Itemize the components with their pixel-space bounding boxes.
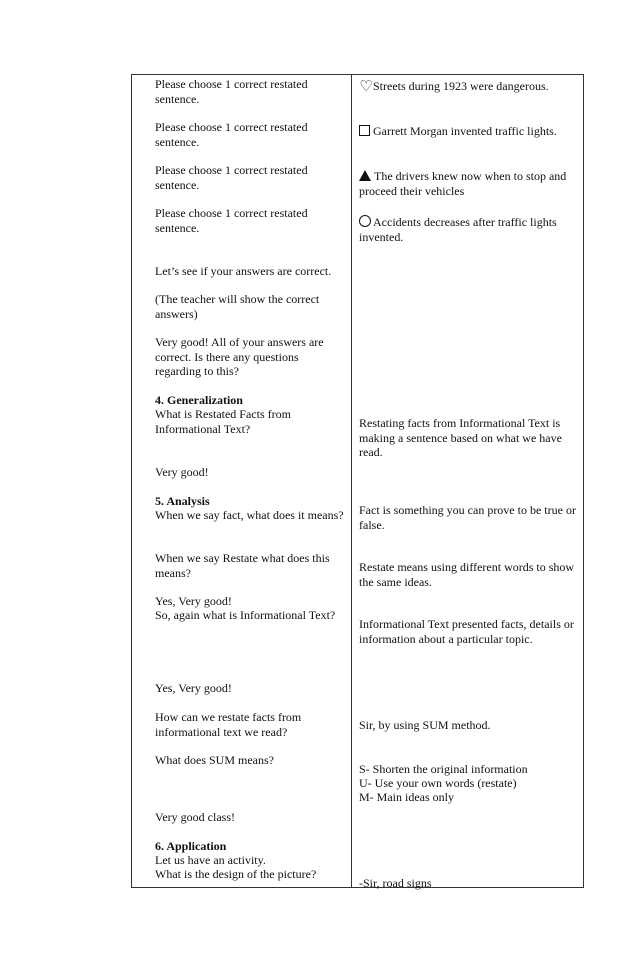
teacher-choose-3: Please choose 1 correct restated sentence. (155, 163, 308, 192)
teacher-yes-very-good-2: Yes, Very good! (155, 681, 232, 695)
teacher-check-answers: Let’s see if your answers are correct. (155, 264, 332, 278)
analysis-question-restate: When we say Restate what does this means? (155, 551, 330, 580)
analysis-question-fact: When we say fact, what does it means? (155, 508, 344, 522)
analysis-heading: 5. Analysis (155, 494, 210, 508)
application-heading: 6. Application (155, 839, 227, 853)
option-square-text: Garrett Morgan invented traffic lights. (373, 124, 557, 138)
analysis-question-informational: So, again what is Informational Text? (155, 608, 336, 622)
circle-outline-icon (359, 215, 371, 227)
generalization-question: What is Restated Facts from Informational Text? (155, 407, 291, 436)
teacher-choose-1: Please choose 1 correct restated sentence. (155, 77, 308, 106)
teacher-very-good-class: Very good class! (155, 810, 235, 824)
analysis-yes-very-good: Yes, Very good! (155, 594, 232, 608)
heart-outline-icon: ♡ (359, 79, 373, 95)
option-heart-text: Streets during 1923 were dangerous. (373, 79, 549, 93)
option-heart (359, 79, 577, 94)
teacher-choose-4: Please choose 1 correct restated sentence. (155, 206, 308, 235)
option-circle-text: Accidents decreases after traffic lights invented. (359, 215, 557, 244)
sum-shorten: S- Shorten the original information (359, 762, 528, 776)
answer-sum-method: Sir, by using SUM method. (359, 718, 491, 732)
square-outline-icon (359, 125, 370, 136)
teacher-show-answers: (The teacher will show the correct answers) (155, 292, 320, 321)
teacher-very-good-questions: Very good! All of your answers are correct. Is there any questions regarding to this? (155, 335, 324, 378)
teacher-sum-question: What does SUM means? (155, 753, 274, 767)
answer-generalization: Restating facts from Informational Text is making a sentence based on what we have read. (359, 416, 562, 459)
teacher-choose-2: Please choose 1 correct restated sentence. (155, 120, 308, 149)
option-triangle-text: The drivers knew now when to stop and proceed their vehicles (359, 169, 567, 198)
answer-informational: Informational Text presented facts, details or information about a particular topic. (359, 617, 574, 646)
answer-restate: Restate means using different words to show the same ideas. (359, 560, 575, 589)
generalization-heading: 4. Generalization (155, 393, 243, 407)
column-divider (351, 74, 352, 888)
option-triangle (359, 169, 577, 198)
application-design-question: What is the design of the picture? (155, 867, 317, 881)
application-activity: Let us have an activity. (155, 853, 266, 867)
teacher-very-good-1: Very good! (155, 465, 209, 479)
answer-fact: Fact is something you can prove to be true or false. (359, 503, 576, 532)
sum-use-own-words: U- Use your own words (restate) (359, 776, 517, 790)
option-circle (359, 215, 577, 244)
sum-main-ideas: M- Main ideas only (359, 790, 454, 804)
teacher-restate-question: How can we restate facts from informational text we read? (155, 710, 302, 739)
answer-road-signs: -Sir, road signs (359, 876, 432, 890)
triangle-filled-icon (359, 170, 371, 181)
option-square (359, 124, 577, 139)
